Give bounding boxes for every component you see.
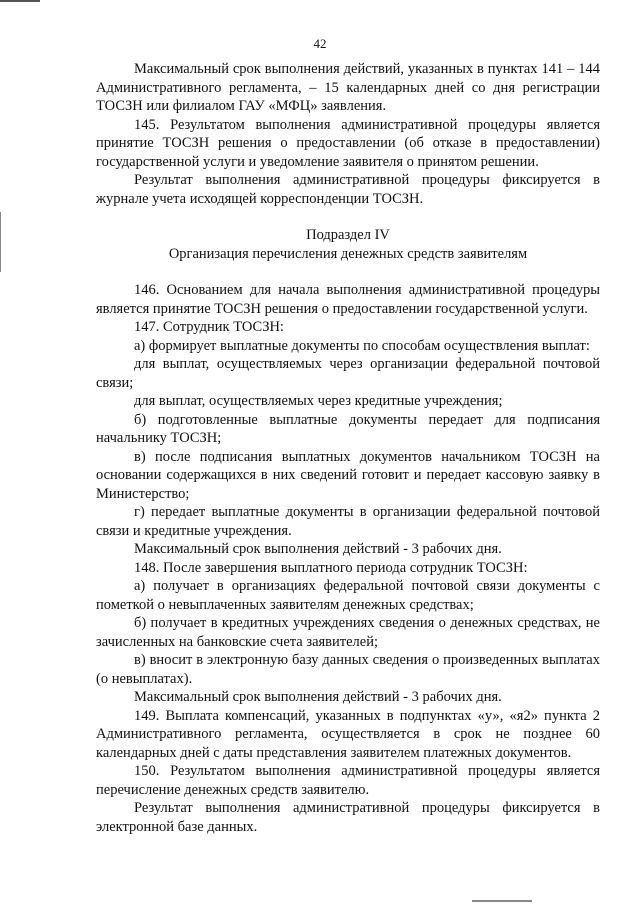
paragraph-148-b: б) получает в кредитных учреждениях сведения о денежных средствах, не зачисленных на банковские счета заявителей; [96,615,600,650]
paragraph-147: 147. Сотрудник ТОСЗН: [134,319,284,335]
paragraph-max-term-148: Максимальный срок выполнения действий - 3 рабочих дня. [134,689,502,705]
spacer [96,208,600,226]
page-number: 42 [313,36,327,51]
paragraph-147-v: в) после подписания выплатных документов начальником ТОСЗН на основании содержащихся в них сведений готовит и передает кассовую заявку в Министерство; [96,448,600,502]
paragraph-148-v: в) вносит в электронную базу данных сведения о произведенных выплатах (о невыплатах). [96,652,600,687]
spacer [96,263,600,281]
paragraph-147-a-credit: для выплат, осуществляемых через кредитные учреждения; [134,393,503,409]
subsection-subtitle: Организация перечисления денежных средств заявителям [168,245,528,262]
paragraph-148-a: а) получает в организациях федеральной почтовой связи документы с пометкой о невыплаченных заявителям денежных средствах; [96,578,600,613]
paragraph-146: 146. Основанием для начала выполнения административной процедуры является принятие ТОСЗН решения о предоставлении государственной услуги. [96,282,600,317]
subsection-title: Подраздел IV [306,227,390,243]
scan-edge-mark-bottom [472,900,532,902]
paragraph-145: 145. Результатом выполнения административной процедуры является принятие ТОСЗН решения о предоставлении (об отказе в предоставлении) государственной услуги и уведомление заявителя о принятом решении. [96,116,600,170]
paragraph-result-journal: Результат выполнения административной процедуры фиксируется в журнале учета исходящей корреспонденции ТОСЗН. [96,172,600,207]
scan-edge-mark-top [0,0,40,2]
paragraph-147-a: а) формирует выплатные документы по способам осуществления выплат: [134,337,590,354]
paragraph-max-term-141-144: Максимальный срок выполнения действий, указанных в пунктах 141 – 144 Административного регламента, – 15 календарных дней со дня регистрации ТОСЗН или филиалом ГАУ «МФЦ» заявления. [96,61,600,114]
paragraph-148: 148. После завершения выплатного периода сотрудник ТОСЗН: [134,559,528,576]
scan-edge-mark-left [0,212,1,272]
paragraph-150: 150. Результатом выполнения административной процедуры является перечисление денежных средств заявителю. [96,763,600,798]
paragraph-147-b: б) подготовленные выплатные документы передает для подписания начальнику ТОСЗН; [96,411,600,446]
paragraph-result-database: Результат выполнения административной процедуры фиксируется в электронной базе данных. [96,800,600,835]
paragraph-147-a-postal: для выплат, осуществляемых через организации федеральной почтовой связи; [96,356,600,391]
paragraph-147-g: г) передает выплатные документы в организации федеральной почтовой связи и кредитные учреждения. [96,504,600,539]
paragraph-max-term-147: Максимальный срок выполнения действий - 3 рабочих дня. [134,541,502,557]
document-body [96,60,600,836]
paragraph-149: 149. Выплата компенсаций, указанных в подпунктах «у», «я2» пункта 2 Административного регламента, осуществляется в срок не позднее 60 календарных дней с даты представления заявителем платежных документов. [96,707,600,761]
